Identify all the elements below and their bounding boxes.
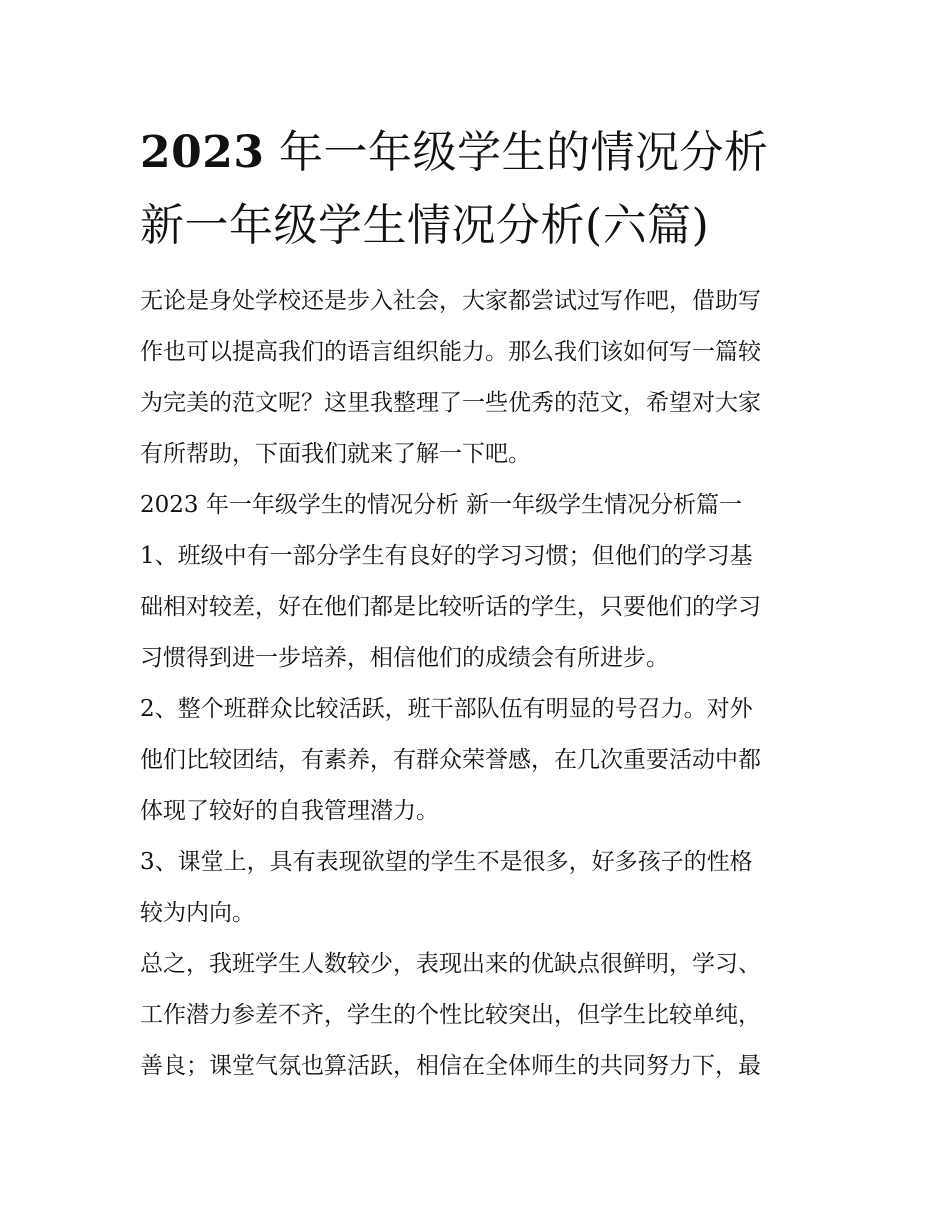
point-2-line-3: 体现了较好的自我管理潜力。 [140,798,439,824]
title-line-2: 新一年级学生情况分析(六篇) [140,200,710,251]
summary-line-2: 工作潜力参差不齐，学生的个性比较突出，但学生比较单纯， [140,1002,761,1028]
intro-line-1: 无论是身处学校还是步入社会，大家都尝试过写作吧，借助写 [140,288,761,314]
summary-line-1: 总之，我班学生人数较少，表现出来的优缺点很鲜明，学习、 [140,951,761,977]
point-1-line-2: 础相对较差，好在他们都是比较听话的学生，只要他们的学习 [140,594,761,620]
intro-line-2: 作也可以提高我们的语言组织能力。那么我们该如何写一篇较 [140,339,761,365]
document-title [140,116,840,262]
point-2-line-2: 他们比较团结，有素养，有群众荣誉感，在几次重要活动中都 [140,747,761,773]
title-line-1-text: 年一年级学生的情况分析 [278,127,769,178]
document-body [140,276,830,1092]
title-year: 2023 [140,127,265,178]
intro-line-3: 为完美的范文呢？这里我整理了一些优秀的范文，希望对大家 [140,390,761,416]
point-2-line-1: 2、整个班群众比较活跃，班干部队伍有明显的号召力。对外 [140,696,753,722]
point-1-line-3: 习惯得到进一步培养，相信他们的成绩会有所进步。 [140,645,669,671]
summary-line-3: 善良；课堂气氛也算活跃，相信在全体师生的共同努力下，最 [140,1053,761,1079]
point-1-line-1: 1、班级中有一部分学生有良好的学习习惯；但他们的学习基 [140,543,753,569]
title-line-1 [140,116,840,189]
section-heading: 2023 年一年级学生的情况分析 新一年级学生情况分析篇一 [140,492,743,518]
point-3-line-2: 较为内向。 [140,900,255,926]
intro-line-4: 有所帮助，下面我们就来了解一下吧。 [140,441,531,467]
point-3-line-1: 3、课堂上，具有表现欲望的学生不是很多，好多孩子的性格 [140,849,753,875]
